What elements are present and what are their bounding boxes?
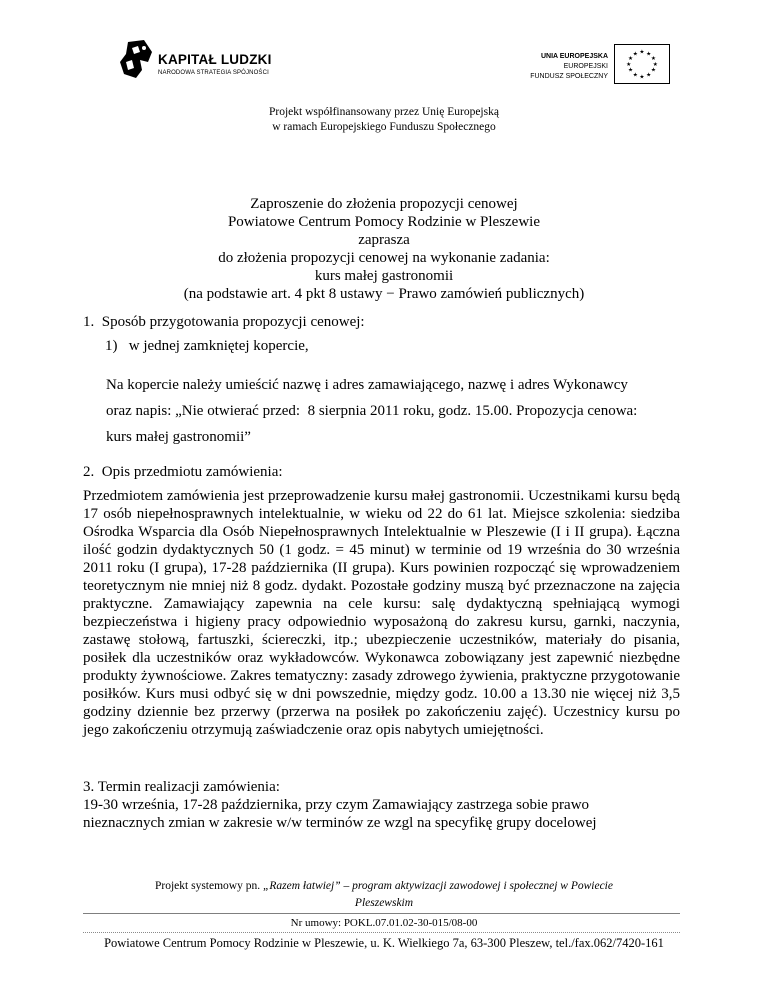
section-1-item-1: 1) w jednej zamkniętej kopercie, xyxy=(105,338,309,354)
envelope-instruction-line-2: oraz napis: „Nie otwierać przed: 8 sierpnia 2011 roku, godz. 15.00. Propozycja cenowa: xyxy=(106,403,638,419)
section-3-line-1: 19-30 września, 17-28 października, przy czym Zamawiający zastrzega sobie prawo xyxy=(83,797,590,813)
invitation-purpose: do złożenia propozycji cenowej na wykonanie zadania: xyxy=(218,250,550,266)
footer-project-line-2 xyxy=(0,894,768,912)
footer-project-line-1 xyxy=(0,877,768,895)
envelope-instruction-line-3: kurs małej gastronomii” xyxy=(106,429,251,445)
eu-logo-text xyxy=(530,52,608,82)
invites-word: zaprasza xyxy=(358,232,410,248)
footer-divider-top xyxy=(83,913,680,914)
svg-text:★: ★ xyxy=(632,51,638,58)
footer-contract-number: Nr umowy: POKL.07.01.02-30-015/08-00 xyxy=(290,917,478,929)
svg-text:★: ★ xyxy=(632,72,638,79)
footer-divider-bottom xyxy=(83,932,680,933)
svg-text:★: ★ xyxy=(650,67,656,74)
organization-name: Powiatowe Centrum Pomocy Rodzinie w Pleszewie xyxy=(227,214,541,230)
kapital-ludzki-emblem-icon xyxy=(118,40,154,78)
svg-text:★: ★ xyxy=(646,72,652,79)
eu-line-1: UNIA EUROPEJSKA xyxy=(540,53,608,60)
svg-text:★: ★ xyxy=(639,49,645,56)
course-name: kurs małej gastronomii xyxy=(314,268,454,284)
document-title: Zaproszenie do złożenia propozycji cenowej xyxy=(250,196,518,212)
eu-line-2: EUROPEJSKI xyxy=(563,63,608,70)
section-1-heading: 1. Sposób przygotowania propozycji cenowej: xyxy=(83,314,365,330)
legal-basis: (na podstawie art. 4 pkt 8 ustawy − Prawo zamówień publicznych) xyxy=(183,286,585,302)
svg-text:★: ★ xyxy=(639,74,645,81)
section-2-heading: 2. Opis przedmiotu zamówienia: xyxy=(83,464,283,480)
cofunding-line-1: Projekt współfinansowany przez Unię Europejską xyxy=(269,106,499,118)
svg-text:★: ★ xyxy=(628,67,634,74)
footer-project-name-1: „Razem łatwiej” – program aktywizacji zawodowej i społecznej w Powiecie xyxy=(263,880,613,892)
svg-text:★: ★ xyxy=(628,56,634,63)
svg-text:★: ★ xyxy=(650,56,656,63)
envelope-instruction-line-1: Na kopercie należy umieścić nazwę i adres zamawiającego, nazwę i adres Wykonawcy xyxy=(106,377,628,393)
kapital-ludzki-title: KAPITAŁ LUDZKI xyxy=(158,52,272,67)
section-2-paragraph: Przedmiotem zamówienia jest przeprowadzenie kursu małej gastronomii. Uczestnikami kursu będą 17 osób niepełnosprawnych intelektualnie, w wieku od 22 do 61 lat. Miejsce szkolenia: siedziba Ośrodka Wsparcia dla Osób Niepełnosprawnych Intelektualnie w Pleszewie (I i II grupa). Łączna ilość godzin dydaktycznych 50 (1 godz. = 45 minut) w terminie od 19 września do 30 września 2011 roku (I grupa), 17-28 października (II grupa). Kurs powinien rozpocząć się wprowadzeniem teoretycznym nie mniej niż 8 godz. dydakt. Pozostałe godziny muszą być przeznaczone na zajęcia praktyczne. Zamawiający zapewnia na cele kursu: salę dydaktyczną spełniającą wymogi bezpieczeństwa i higieny pracy odpowiednio wyposażoną do zakresu kursu, garnki, naczynia, zastawę stołową, fartuszki, ściereczki, itp.; ubezpieczenie uczestników, materiały do pisania, posiłek dla uczestników oraz wykładowców. Wykonawca zobowiązany jest zapewnić niezbędne produkty żywnościowe. Zakres tematyczny: zasady zdrowego żywienia, praktyczne przygotowanie posiłków. Kurs musi odbyć się w dni powszednie, między godz. 10.00 a 13.30 nie więcej niż 3,5 godziny dziennie bez przerwy (przerwa na posiłek po zakończeniu zajęć). Uczestnicy kursu po jego zakończeniu otrzymują zaświadczenie oraz opis nabytych umiejętności. xyxy=(83,488,680,738)
svg-text:★: ★ xyxy=(646,51,652,58)
svg-text:★: ★ xyxy=(652,61,658,68)
section-3-line-2: nieznacznych zmian w zakresie w/w terminów ze wzgl na specyfikę grupy docelowej xyxy=(83,815,597,831)
svg-text:★: ★ xyxy=(626,61,632,68)
cofunding-line-2: w ramach Europejskiego Funduszu Społecznego xyxy=(272,121,496,133)
footer-project-name-2: Pleszewskim xyxy=(354,897,414,909)
kapital-ludzki-subtitle: NARODOWA STRATEGIA SPÓJNOŚCI xyxy=(158,70,269,76)
footer-project-prefix: Projekt systemowy pn. xyxy=(155,880,261,892)
eu-logo xyxy=(520,44,670,86)
kapital-ludzki-logo xyxy=(118,40,278,86)
footer-address: Powiatowe Centrum Pomocy Rodzinie w Pleszewie, u. K. Wielkiego 7a, 63-300 Pleszew, tel./fax.062/7420-161 xyxy=(104,936,664,950)
section-3-heading: 3. Termin realizacji zamówienia: xyxy=(83,779,280,795)
eu-flag-icon xyxy=(614,44,670,84)
eu-line-3: FUNDUSZ SPOŁECZNY xyxy=(530,73,608,80)
